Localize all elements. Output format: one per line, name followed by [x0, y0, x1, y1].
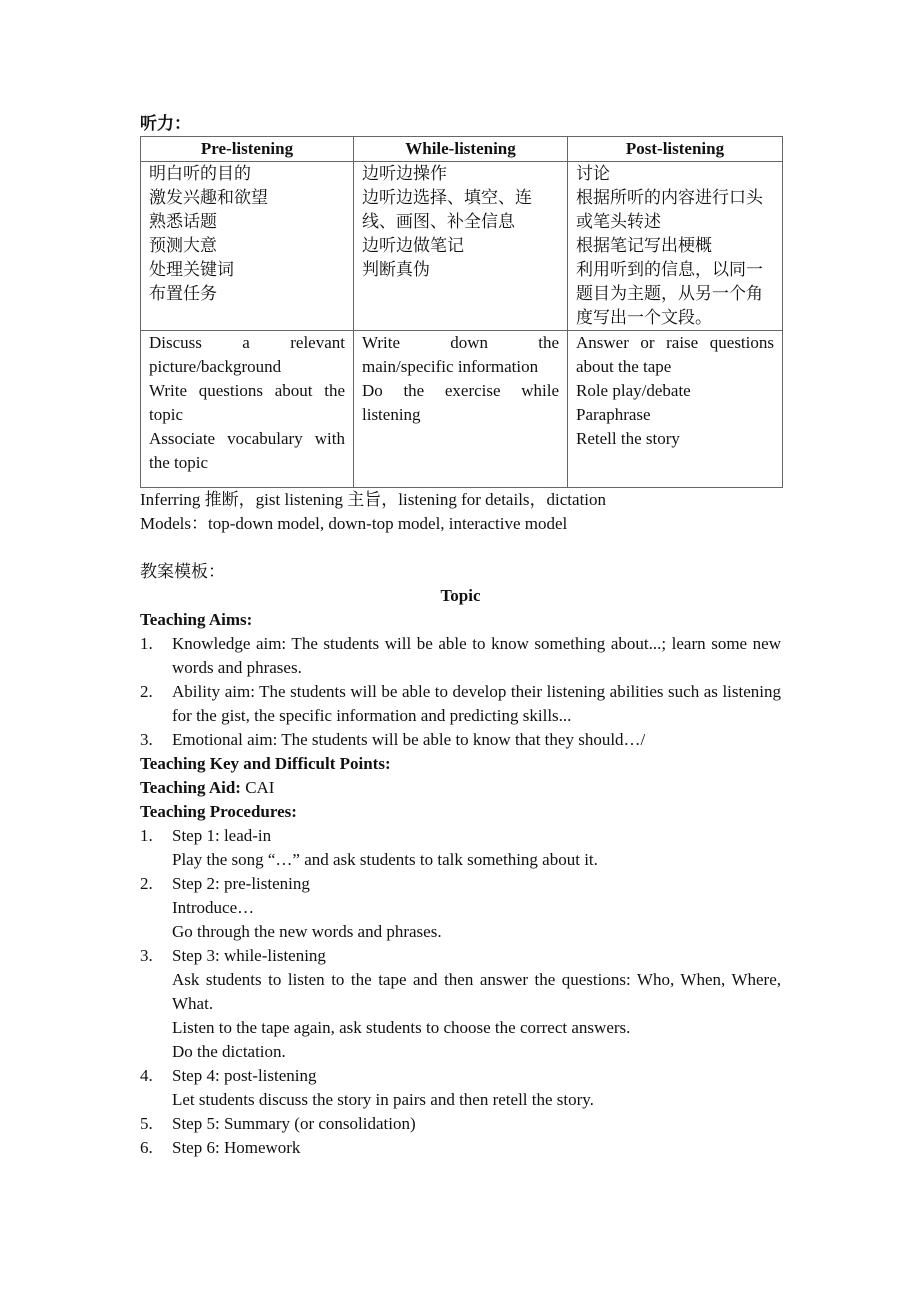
step-detail: Listen to the tape again, ask students to choose the correct answers.	[172, 1018, 631, 1037]
header-pre-listening: Pre-listening	[141, 137, 354, 162]
list-item: 边听边操作	[362, 164, 447, 183]
step-number: 6.	[140, 1138, 153, 1157]
procedure-step	[140, 872, 781, 944]
list-item: 明白听的目的	[149, 164, 251, 183]
list-item: Discuss a relevant picture/background	[149, 333, 345, 376]
header-post-listening: Post-listening	[568, 137, 783, 162]
lesson-plan-heading: 教案模板：	[140, 562, 225, 581]
list-item: Role play/debate	[576, 381, 691, 400]
list-item: 利用听到的信息，以同一题目为主题，从另一个角度写出一个文段。	[576, 260, 763, 327]
listening-models-note: Models：top-down model, down-top model, interactive model	[140, 514, 568, 533]
list-item: 熟悉话题	[149, 212, 217, 231]
step-title: Step 3: while-listening	[172, 946, 326, 965]
list-item: 布置任务	[149, 284, 217, 303]
step-title: Step 2: pre-listening	[172, 874, 310, 893]
cell-while-listening-cn	[354, 162, 568, 331]
document-page	[140, 112, 781, 1160]
step-number: 5.	[140, 1114, 153, 1133]
list-item: 处理关键词	[149, 260, 234, 279]
key-points-label: Teaching Key and Difficult Points:	[140, 754, 391, 773]
step-title: Step 5: Summary (or consolidation)	[172, 1114, 416, 1133]
list-item: 激发兴趣和欲望	[149, 188, 268, 207]
procedure-step	[140, 824, 781, 872]
teaching-aid-label: Teaching Aid:	[140, 778, 241, 797]
teaching-aims-label: Teaching Aims:	[140, 610, 253, 629]
list-item: 判断真伪	[362, 260, 430, 279]
cell-post-listening-cn	[568, 162, 783, 331]
lesson-topic-title: Topic	[440, 586, 481, 605]
list-item: Associate vocabulary with the topic	[149, 429, 345, 472]
aim-text: Emotional aim: The students will be able to know that they should…/	[172, 730, 646, 749]
aim-number: 2.	[140, 682, 153, 701]
aim-item	[140, 680, 781, 728]
procedure-step	[140, 1112, 781, 1136]
cell-post-listening-en	[568, 331, 783, 488]
step-title: Step 6: Homework	[172, 1138, 301, 1157]
listening-stages-table	[140, 136, 783, 488]
procedure-step	[140, 1064, 781, 1112]
teaching-aid-line	[140, 776, 781, 800]
header-while-listening: While-listening	[354, 137, 568, 162]
step-number: 3.	[140, 946, 153, 965]
list-item: Write down the main/specific information	[362, 333, 559, 376]
list-item: Do the exercise while listening	[362, 381, 559, 424]
cell-pre-listening-en	[141, 331, 354, 488]
teaching-aid-value: CAI	[240, 778, 275, 797]
table-header-row	[141, 137, 783, 162]
step-detail: Do the dictation.	[172, 1042, 286, 1061]
list-item: Write questions about the topic	[149, 381, 345, 424]
procedure-step	[140, 944, 781, 1064]
list-item: 根据笔记写出梗概	[576, 236, 712, 255]
aim-text: Knowledge aim: The students will be able to know something about...; learn some new words and phrases.	[172, 634, 781, 677]
table-row-chinese	[141, 162, 783, 331]
aim-item	[140, 728, 781, 752]
cell-pre-listening-cn	[141, 162, 354, 331]
list-item: Paraphrase	[576, 405, 651, 424]
list-item: 边听边做笔记	[362, 236, 464, 255]
step-title: Step 1: lead-in	[172, 826, 272, 845]
procedures-label: Teaching Procedures:	[140, 802, 297, 821]
aim-text: Ability aim: The students will be able to develop their listening abilities such as listening for the gist, the specific information and predicting skills...	[172, 682, 781, 725]
list-item: 预测大意	[149, 236, 217, 255]
listening-heading: 听力：	[140, 114, 191, 133]
procedure-step	[140, 1136, 781, 1160]
blank-line	[140, 536, 781, 560]
list-item: Retell the story	[576, 429, 680, 448]
step-number: 2.	[140, 874, 153, 893]
step-title: Step 4: post-listening	[172, 1066, 317, 1085]
table-row-english	[141, 331, 783, 488]
aim-item	[140, 632, 781, 680]
step-number: 4.	[140, 1066, 153, 1085]
step-detail: Ask students to listen to the tape and then answer the questions: Who, When, Where, What.	[172, 970, 781, 1013]
step-detail: Go through the new words and phrases.	[172, 922, 442, 941]
step-number: 1.	[140, 826, 153, 845]
list-item: Answer or raise questions about the tape	[576, 333, 774, 376]
aim-number: 3.	[140, 730, 153, 749]
list-item: 边听边选择、填空、连线、画图、补全信息	[362, 188, 532, 231]
step-detail: Play the song “…” and ask students to talk something about it.	[172, 850, 598, 869]
step-detail: Introduce…	[172, 898, 255, 917]
listening-skills-note: Inferring 推断，gist listening 主旨，listening for details，dictation	[140, 490, 607, 509]
aim-number: 1.	[140, 634, 153, 653]
list-item: 讨论	[576, 164, 610, 183]
list-item: 根据所听的内容进行口头或笔头转述	[576, 188, 763, 231]
cell-while-listening-en	[354, 331, 568, 488]
step-detail: Let students discuss the story in pairs and then retell the story.	[172, 1090, 594, 1109]
